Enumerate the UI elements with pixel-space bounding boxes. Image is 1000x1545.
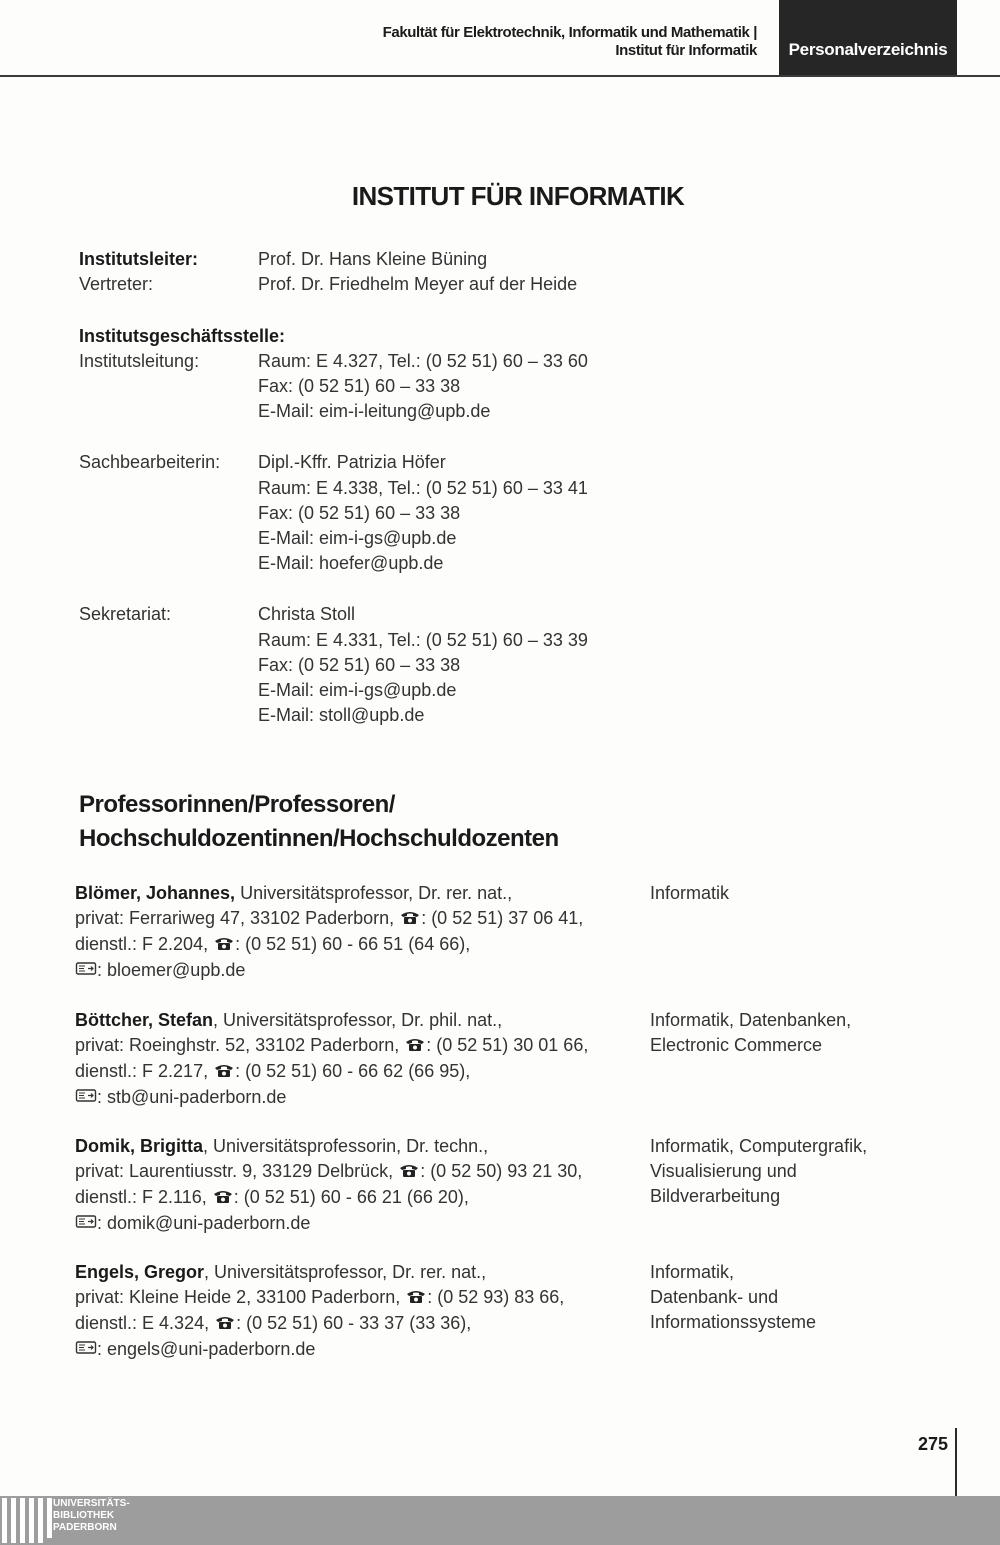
person-name: Domik, Brigitta — [75, 1136, 204, 1156]
subject-line: Informatik, Datenbanken, — [650, 1010, 852, 1030]
office-address: dienstl.: F 2.116, — [75, 1186, 212, 1207]
person-entry — [75, 1134, 635, 1236]
office-phone: : (0 52 51) 60 - 66 62 (66 95), — [235, 1060, 471, 1081]
office-group-label: Institutsleitung: — [79, 351, 200, 371]
letter-icon — [75, 1085, 97, 1110]
telephone-icon — [213, 933, 235, 958]
office-phone: : (0 52 51) 60 - 33 37 (33 36), — [236, 1312, 472, 1333]
person-email[interactable]: : engels@uni-paderborn.de — [97, 1338, 316, 1359]
subject-line: Informatik — [650, 883, 730, 903]
person-entry — [75, 1008, 635, 1110]
telephone-icon — [405, 1286, 427, 1311]
office-address: dienstl.: E 4.324, — [75, 1312, 215, 1333]
section-heading-line: Hochschuldozentinnen/Hochschuldozenten — [79, 825, 559, 852]
library-name — [53, 1498, 130, 1534]
faculty-name: Fakultät für Elektrotechnik, Informatik und Mathematik | — [382, 24, 757, 41]
telephone-icon — [212, 1186, 234, 1211]
person-email[interactable]: : domik@uni-paderborn.de — [97, 1212, 311, 1233]
office-group-label: Sachbearbeiterin: — [79, 452, 221, 472]
head-label: Institutsleiter: — [79, 249, 199, 269]
subject-line: Electronic Commerce — [650, 1035, 823, 1055]
person-name: Engels, Gregor — [75, 1262, 205, 1282]
subject-line: Bildverarbeitung — [650, 1186, 781, 1206]
office-line: Raum: E 4.327, Tel.: (0 52 51) 60 – 33 60 — [258, 351, 588, 371]
subject-line: Visualisierung und — [650, 1161, 797, 1181]
deputy-label: Vertreter: — [79, 274, 154, 294]
office-phone: : (0 52 51) 60 - 66 21 (66 20), — [233, 1186, 469, 1207]
office-email[interactable]: E-Mail: stoll@upb.de — [258, 705, 425, 725]
page-number: 275 — [918, 1434, 949, 1454]
person-email[interactable]: : stb@uni-paderborn.de — [97, 1086, 287, 1107]
person-name: Blömer, Johannes, — [75, 883, 236, 903]
head-value: Prof. Dr. Hans Kleine Büning — [258, 249, 488, 269]
header-divider — [0, 75, 1000, 77]
office-email[interactable]: E-Mail: hoefer@upb.de — [258, 553, 444, 573]
office-address: dienstl.: F 2.217, — [75, 1060, 214, 1081]
private-phone: : (0 52 93) 83 66, — [427, 1287, 565, 1307]
page-title: INSTITUT FÜR INFORMATIK — [351, 181, 685, 211]
section-tab — [779, 0, 957, 75]
person-title: , Universitätsprofessorin, Dr. techn., — [203, 1136, 489, 1156]
subject-line: Datenbank- und — [650, 1287, 779, 1307]
private-address: privat: Laurentiusstr. 9, 33129 Delbrück, — [75, 1161, 399, 1181]
library-logo-icon — [2, 1498, 52, 1543]
section-tab-label: Personalverzeichnis — [788, 40, 948, 59]
private-phone: : (0 52 50) 93 21 30, — [420, 1161, 583, 1181]
institute-name: Institut für Informatik — [615, 42, 757, 59]
page-number-divider — [955, 1428, 957, 1496]
library-footer — [0, 1496, 1000, 1545]
subject-line: Informatik, — [650, 1262, 735, 1282]
office-heading: Institutsgeschäftsstelle: — [79, 326, 286, 346]
private-address: privat: Ferrariweg 47, 33102 Paderborn, — [75, 908, 400, 928]
subject-area — [650, 1260, 816, 1335]
private-phone: : (0 52 51) 37 06 41, — [421, 908, 584, 928]
office-address: dienstl.: F 2.204, — [75, 933, 214, 954]
office-line: Fax: (0 52 51) 60 – 33 38 — [258, 503, 461, 523]
letter-icon — [75, 1211, 97, 1236]
subject-line: Informationssysteme — [650, 1312, 817, 1332]
subject-area — [650, 1134, 867, 1209]
office-line: Christa Stoll — [258, 604, 356, 624]
section-heading-line: Professorinnen/Professoren/ — [79, 791, 395, 818]
person-title: Universitätsprofessor, Dr. rer. nat., — [235, 883, 513, 903]
office-line: Raum: E 4.331, Tel.: (0 52 51) 60 – 33 39 — [258, 630, 588, 650]
person-title: , Universitätsprofessor, Dr. rer. nat., — [204, 1262, 487, 1282]
running-header — [383, 24, 757, 60]
library-name-line: PADERBORN — [53, 1522, 117, 1533]
person-entry — [75, 881, 635, 983]
person-email[interactable]: : bloemer@upb.de — [97, 959, 246, 980]
subject-area — [650, 1008, 851, 1058]
private-phone: : (0 52 51) 30 01 66, — [426, 1035, 589, 1055]
office-email[interactable]: E-Mail: eim-i-gs@upb.de — [258, 680, 457, 700]
telephone-icon — [213, 1060, 235, 1085]
office-phone: : (0 52 51) 60 - 66 51 (64 66), — [235, 933, 471, 954]
office-line: Fax: (0 52 51) 60 – 33 38 — [258, 655, 461, 675]
office-line: Dipl.-Kffr. Patrizia Höfer — [258, 452, 446, 472]
telephone-icon — [398, 1160, 420, 1185]
private-address: privat: Roeinghstr. 52, 33102 Paderborn, — [75, 1035, 405, 1055]
private-address: privat: Kleine Heide 2, 33100 Paderborn, — [75, 1287, 406, 1307]
person-title: , Universitätsprofessor, Dr. phil. nat., — [213, 1010, 503, 1030]
office-line: Fax: (0 52 51) 60 – 33 38 — [258, 376, 461, 396]
person-name: Böttcher, Stefan — [75, 1010, 214, 1030]
letter-icon — [75, 958, 97, 983]
telephone-icon — [214, 1312, 236, 1337]
telephone-icon — [399, 907, 421, 932]
person-entry — [75, 1260, 635, 1362]
telephone-icon — [404, 1034, 426, 1059]
section-heading — [79, 788, 559, 856]
office-line: Raum: E 4.338, Tel.: (0 52 51) 60 – 33 41 — [258, 478, 588, 498]
office-email[interactable]: E-Mail: eim-i-gs@upb.de — [258, 528, 457, 548]
subject-area — [650, 881, 729, 906]
office-group-label: Sekretariat: — [79, 604, 172, 624]
deputy-value: Prof. Dr. Friedhelm Meyer auf der Heide — [258, 274, 578, 294]
letter-icon — [75, 1337, 97, 1362]
office-email[interactable]: E-Mail: eim-i-leitung@upb.de — [258, 401, 491, 421]
library-name-line: BIBLIOTHEK — [53, 1510, 115, 1521]
library-name-line: UNIVERSITÄTS- — [53, 1498, 130, 1509]
subject-line: Informatik, Computergrafik, — [650, 1136, 868, 1156]
